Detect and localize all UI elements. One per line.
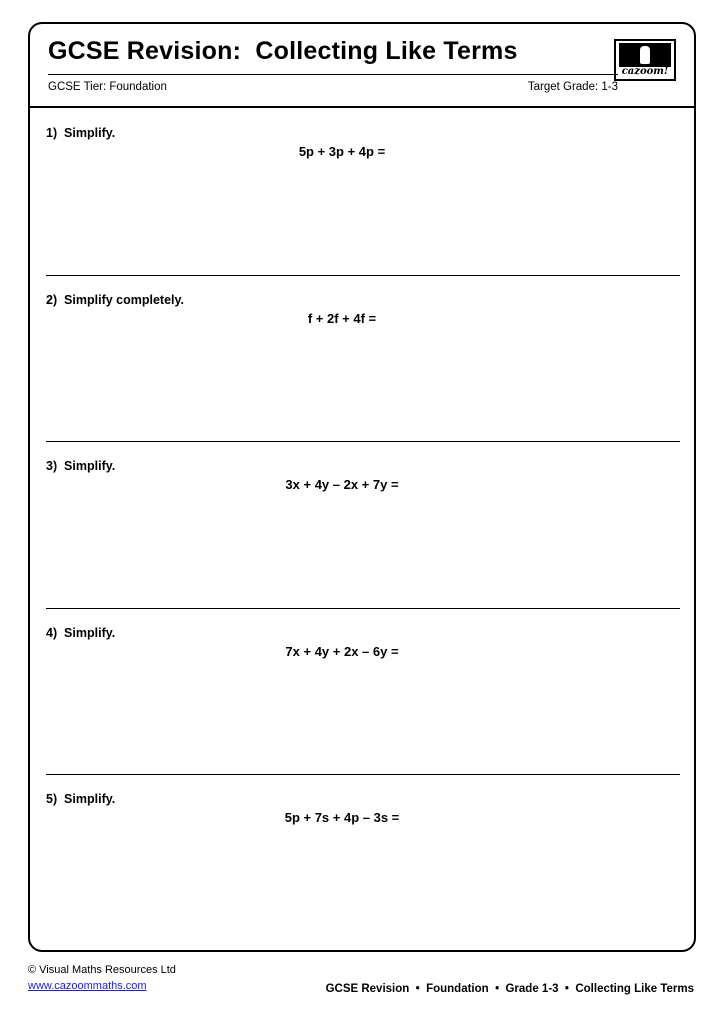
page-title: GCSE Revision: Collecting Like Terms (48, 37, 518, 65)
worksheet-footer (28, 962, 696, 1008)
title-divider (48, 74, 618, 75)
question-divider (46, 275, 680, 276)
target-grade-label: Target Grade: 1-3 (527, 81, 618, 93)
question-item (30, 441, 694, 608)
worksheet-frame (28, 22, 696, 952)
question-number-label: 1) Simplify. (46, 126, 116, 140)
question-item (30, 774, 694, 941)
question-item (30, 608, 694, 775)
footer-left (28, 962, 176, 994)
question-divider (46, 608, 680, 609)
cazoom-logo (614, 39, 676, 81)
question-expression: 5p + 7s + 4p – 3s = (284, 810, 400, 825)
question-expression: 3x + 4y – 2x + 7y = (285, 477, 399, 492)
question-expression: f + 2f + 4f = (307, 310, 377, 326)
question-item (30, 275, 694, 442)
question-expression: 7x + 4y + 2x – 6y = (285, 643, 399, 659)
tier-label: GCSE Tier: Foundation (48, 81, 167, 93)
worksheet-header (30, 24, 694, 81)
logo-text: cazoom! (621, 66, 669, 77)
questions-list (30, 108, 694, 950)
website-link[interactable]: www.cazoommaths.com (28, 980, 147, 992)
question-item (30, 108, 694, 275)
question-number-label: 3) Simplify. (46, 459, 116, 473)
cazoom-logo-icon (619, 43, 671, 67)
question-number-label: 2) Simplify completely. (46, 292, 185, 307)
question-divider (46, 774, 680, 775)
logo-figure-shape (640, 46, 650, 64)
question-number-label: 4) Simplify. (46, 625, 116, 640)
copyright-text: © Visual Maths Resources Ltd (28, 964, 176, 976)
question-number-label: 5) Simplify. (46, 792, 116, 806)
question-expression: 5p + 3p + 4p = (298, 144, 386, 159)
subheader (48, 81, 618, 93)
question-divider (46, 441, 680, 442)
footer-breadcrumb: GCSE Revision • Foundation • Grade 1-3 • Collecting Like Terms (325, 983, 694, 995)
